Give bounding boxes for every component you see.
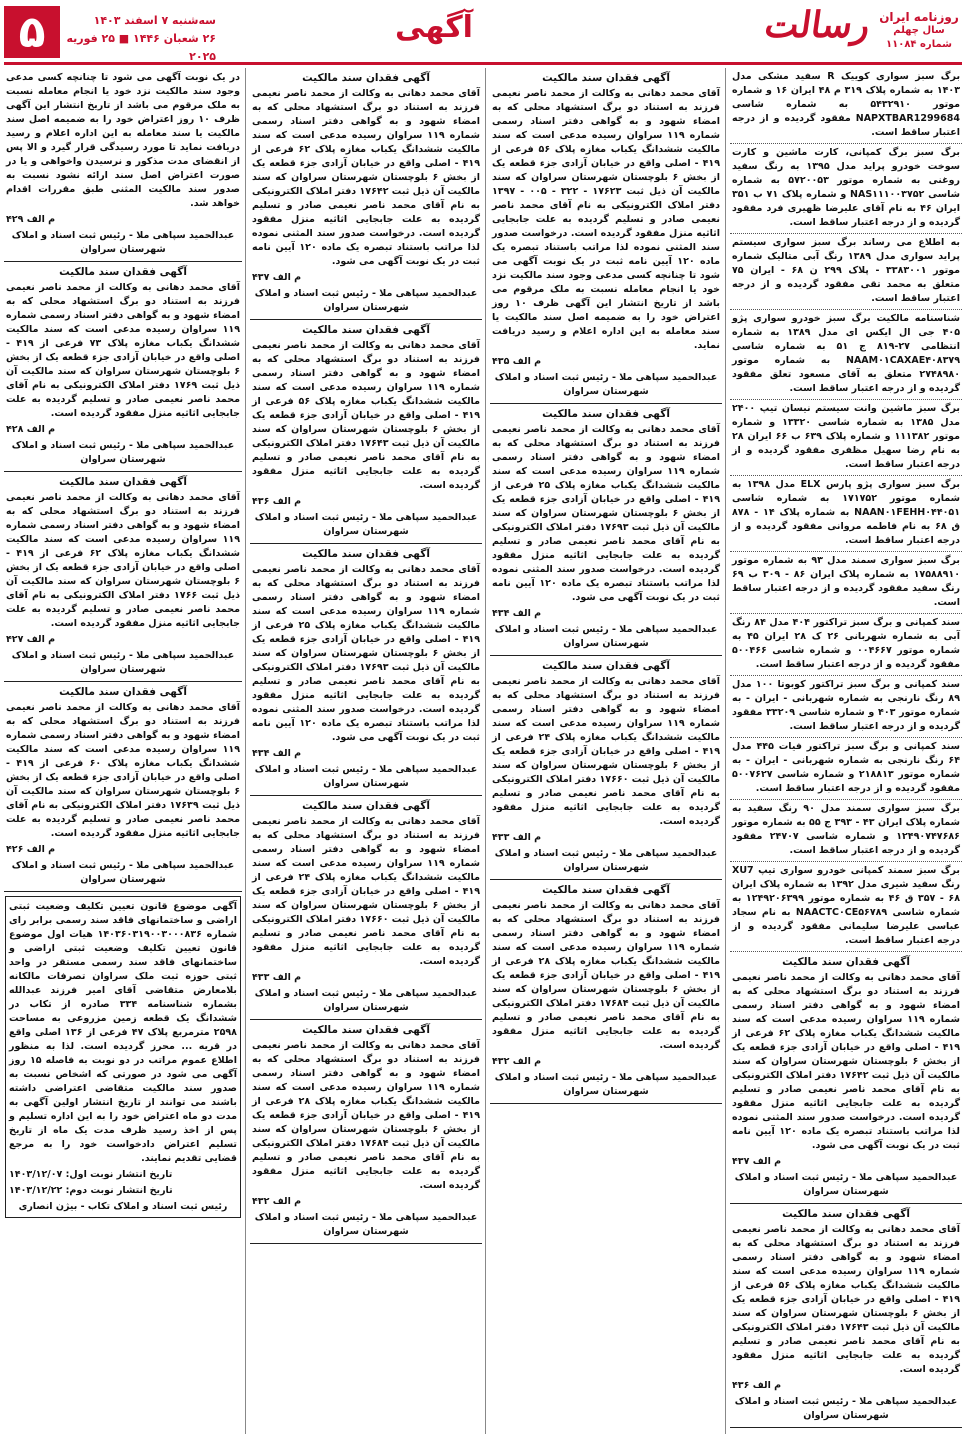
ad-number: م الف ۴۲۶ (6, 844, 56, 855)
column-divider (245, 68, 246, 1434)
vehicle-notice: برگ سبز سمند کمپانی خودرو سواری تیپ XU7 رنگ سفید شیری مدل ۱۳۹۲ به شماره پلاک ایران ۶۸ - ۳۵۷ ق ۴۶ به شماره موتور ۱۲۴۹۲۰۶۳۹۹ به شماره شاسی NAACTC۰CE۵۶۷۸۹ به نام سجاد عباسی علیرضا سلیمانی مفقود گردیده و از درجه اعتبار ساقط است. (730, 862, 962, 952)
notice-date-1: تاریخ انتشار نوبت اول: ۱۴۰۳/۱۲/۰۷ (9, 1169, 173, 1180)
legal-ad (4, 262, 242, 472)
ad-body: آقای محمد دهانی به وکالت از محمد ناصر نعیمی فرزند به استناد دو برگ استشهاد محلی که به امضاء شهود و به گواهی دفتر اسناد رسمی شماره ۱۱۹ سراوان رسیده مدعی است که سند مالکیت ششدانگ یکباب مغازه پلاک ۲۵ فرعی از ۴۱۹ - اصلی واقع در خیابان آزادی جزء قطعه یک از بخش ۶ بلوچستان شهرستان سراوان که سند مالکیت آن ذیل ثبت ۱۷۶۹۳ دفتر املاک الکترونیکی به نام آقای محمد ناصر نعیمی صادر و تسلیم گردیده به علت جابجایی اثاثیه منزل مفقود گردیده است. درخواست صدور سند المثنی نموده لذا مراتب باستناد تبصره یک ماده ۱۲۰ آیین نامه ثبت در یک نوبت آگهی می شود. (491, 424, 720, 603)
vehicle-notice: برگ سبز برگ کمپانی، کارت ماشین و کارت سوخت خودرو پراید مدل ۱۳۹۵ به رنگ سفید روغنی به شماره موتور ۵۷۲۰۰۵۳ به شماره شاسی NAS۱۱۱۰۰۳۷۵۲ و شماره پلاک ۷۱ ب ۳۵۱ ایران ۴۶ به نام آقای علیرضا ظهیری فرد مفقود گردیده و از درجه اعتبار ساقط است. (730, 144, 962, 234)
notice-body: آگهی موضوع قانون تعیین تکلیف وضعیت ثبتی اراضی و ساختمانهای فاقد سند رسمی برابر رای شماره ۱۴۰۳۶۰۳۱۹۰۰۳۰۰۰۸۳۶ هیات اول موضوع قانون تعیین تکلیف وضعیت ثبتی اراضی و ساختمانهای فاقد سند رسمی مستقر در واحد ثبتی حوزه ثبت ملک سراوان تصرفات مالکانه بلامعارض متقاضی آقای امیر فرزند عبدالله بشماره شناسنامه ۳۳۴ صادره از تکاب در ششدانگ یک قطعه زمین مزروعی به مساحت ۲۵۹۸ مترمربع پلاک ۴۷ فرعی از ۱۳۶ اصلی واقع در قریه ... محرز گردیده است. لذا به منظور اطلاع عموم مراتب در دو نوبت به فاصله ۱۵ روز آگهی می شود در صورتی که اشخاص نسبت به صدور سند مالکیت متقاضی اعتراضی داشته باشند می توانند از تاریخ انتشار اولین آگهی به مدت دو ماه اعتراض خود را به این اداره تسلیم و پس از اخذ رسید ظرف مدت یک ماه از تاریخ تسلیم اعتراض دادخواست خود را به مرجع قضایی تقدیم نمایند. (9, 901, 237, 1164)
notice-date-2: تاریخ انتشار نوبت دوم: ۱۴۰۳/۱۲/۲۲ (9, 1185, 173, 1196)
ad-number: م الف ۴۲۷ (6, 634, 56, 645)
ad-body: آقای محمد دهانی به وکالت از محمد ناصر نعیمی فرزند به استناد دو برگ استشهاد محلی که به امضاء شهود و به گواهی دفتر اسناد رسمی شماره ۱۱۹ سراوان رسیده مدعی است که سند مالکیت ششدانگ یکباب مغازه پلاک ۶۲ فرعی از ۴۱۹ - اصلی واقع در خیابان آزادی جزء قطعه یک از بخش ۶ بلوچستان شهرستان سراوان که سند مالکیت آن ذیل ثبت ۱۷۶۴۲ دفتر املاک الکترونیکی به نام آقای محمد ناصر نعیمی صادر و تسلیم گردیده به علت جابجایی اثاثیه منزل مفقود گردیده است. درخواست صدور سند المثنی نموده لذا مراتب باستناد تبصره یک ماده ۱۲۰ آیین نامه ثبت در یک نوبت آگهی می شود. (731, 972, 960, 1151)
issue-box (876, 10, 962, 52)
ad-signature: عبدالحمید سپاهی ملا - رئیس ثبت اسناد و املاک شهرستان سراوان (254, 288, 478, 313)
ad-signature: عبدالحمید سپاهی ملا - رئیس ثبت اسناد و املاک شهرستان سراوان (494, 1072, 718, 1097)
column-ads-2 (250, 68, 482, 1434)
ad-signature: عبدالحمید سپاهی ملا - رئیس ثبت اسناد و املاک شهرستان سراوان (11, 860, 235, 885)
ad-signature: عبدالحمید سپاهی ملا - رئیس ثبت اسناد و املاک شهرستان سراوان (494, 848, 718, 873)
vehicle-notice: سند کمپانی و برگ سبز تراکتور فیات ۴۴۵ مدل ۶۴ رنگ نارنجی به شماره شهربانی - ایران - به شماره موتور ۲۱۸۸۱۳ و شماره شاسی ۵۰۰۷۶۲۷ مفقود گردیده و از درجه اعتبار ساقط است. (730, 738, 962, 800)
vehicle-notice: برگ سبز ماشین وانت سیستم نیسان تیپ ۲۴۰۰ مدل ۱۳۸۵ به شماره شاسی ۱۳۳۲۰ و شماره موتور ۱۱۱۳۸۲ و شماره پلاک ۶۳۹ ب ۶۶ ایران ۲۸ به نام رضا سهیل مظفری مفقود گردیده و از درجه اعتبار ساقط است. (730, 400, 962, 476)
legal-ad (250, 796, 482, 1020)
ad-number: م الف ۴۳۵ (492, 356, 542, 367)
legal-ad (490, 880, 722, 1104)
legal-ad (4, 682, 242, 892)
section-title: آگهی (395, 10, 473, 45)
legal-ad (490, 404, 722, 656)
vehicle-notice: برگ سبز سواری سمند مدل ۹۰ رنگ سفید به شماره پلاک ایران ۴۳ - ۳۹۳ ج ۵۵ به شماره موتور ۱۲۴۹۰۷۴۷۶۸۶ و شماره شاسی ۲۴۷۰۷ مفقود گردیده و از درجه اعتبار ساقط است. (730, 800, 962, 862)
legal-ad (250, 1020, 482, 1244)
ad-signature: عبدالحمید سپاهی ملا - رئیس ثبت اسناد و املاک شهرستان سراوان (254, 988, 478, 1013)
vehicle-notice: برگ سبز سواری پژو پارس ELX مدل ۱۳۹۸ به شماره موتور ۱۷۱۷۵۲ به شماره شاسی NAAN۰۱FEHH۰۴۴۰۵۱ به شماره پلاک ۱۴ - ۸۷۸ ق ۶۸ به نام فاطمه مروانی مفقود گردیده و از درجه اعتبار ساقط است. (730, 476, 962, 552)
ad-body: آقای محمد دهانی به وکالت از محمد ناصر نعیمی فرزند به استناد دو برگ استشهاد محلی که به امضاء شهود و به گواهی دفتر اسناد رسمی شماره ۱۱۹ سراوان رسیده مدعی است که سند مالکیت ششدانگ یکباب مغازه پلاک ۶۲ فرعی از ۴۱۹ - اصلی واقع در خیابان آزادی جزء قطعه یک از بخش ۶ بلوچستان شهرستان سراوان که سند مالکیت آن ذیل ثبت ۱۷۶۶ دفتر املاک الکترونیکی به نام آقای محمد ناصر نعیمی صادر و تسلیم گردیده به علت جابجایی اثاثیه منزل مفقود گردیده است. (6, 492, 240, 629)
ad-number: م الف ۴۳۴ (492, 608, 542, 619)
vehicle-notice: به اطلاع می رساند برگ سبز سواری سیستم پراید سواری مدل ۱۳۸۹ رنگ آبی متالیک شماره موتور ۳۳۸۳۰۰۱ - پلاک ۲۹۹ ن ۶۸ - ایران ۷۵ متعلق به محمد تقی مفقود گردیده و از درجه اعتبار ساقط است. (730, 234, 962, 310)
ad-body: آقای محمد دهانی به وکالت از محمد ناصر نعیمی فرزند به استناد دو برگ استشهاد محلی که به امضاء شهود و به گواهی دفتر اسناد رسمی شماره ۱۱۹ سراوان رسیده مدعی است که سند مالکیت ششدانگ یکباب مغازه پلاک ۶۰ فرعی از ۴۱۹ - اصلی واقع در خیابان آزادی جزء قطعه یک از بخش ۶ بلوچستان شهرستان سراوان که سند مالکیت آن ذیل ثبت ۱۷۶۳۹ دفتر املاک الکترونیکی به نام آقای محمد ناصر نعیمی صادر و تسلیم گردیده به علت جابجایی اثاثیه منزل مفقود گردیده است. (6, 702, 240, 839)
column-ads-1 (490, 68, 722, 1434)
ad-signature: عبدالحمید سپاهی ملا - رئیس ثبت اسناد و املاک شهرستان سراوان (11, 650, 235, 675)
legal-ad (490, 68, 722, 404)
ad-body: آقای محمد دهانی به وکالت از محمد ناصر نعیمی فرزند به استناد دو برگ استشهاد محلی که به امضاء شهود و به گواهی دفتر اسناد رسمی شماره ۱۱۹ سراوان رسیده مدعی است که سند مالکیت ششدانگ یکباب مغازه پلاک ۲۴ فرعی از ۴۱۹ - اصلی واقع در خیابان آزادی جزء قطعه یک از بخش ۶ بلوچستان شهرستان سراوان که سند مالکیت آن ذیل ثبت ۱۷۶۶۰ دفتر املاک الکترونیکی به نام آقای محمد ناصر نعیمی صادر و تسلیم گردیده به علت جابجایی اثاثیه منزل مفقود گردیده است. (251, 816, 480, 967)
ad-title: آگهی فقدان سند مالکیت (302, 1024, 430, 1036)
ad-title: آگهی فقدان سند مالکیت (542, 884, 670, 896)
ad-title: آگهی فقدان سند مالکیت (542, 72, 670, 84)
ad-number: م الف ۴۳۳ (492, 832, 542, 843)
ad-title: آگهی فقدان سند مالکیت (302, 548, 430, 560)
ad-signature: عبدالحمید سپاهی ملا - رئیس ثبت اسناد و املاک شهرستان سراوان (254, 1212, 478, 1237)
ad-number: م الف ۴۲۹ (6, 214, 56, 225)
page-number: ۵ (4, 6, 60, 58)
column-divider (725, 68, 726, 1434)
ad-title: آگهی فقدان سند مالکیت (542, 408, 670, 420)
ad-number: م الف ۴۳۷ (732, 1156, 782, 1167)
emblem-text: روزنامه ایران (879, 10, 959, 24)
vehicle-notice: شناسنامه مالکیت برگ سبز خودرو سواری پژو ۴۰۵ جی ال ایکس ای مدل ۱۳۸۹ به شماره انتظامی ۲۷-۸۱۹ ج ۵۱ به شماره شاسی NAAM۰۱CAXAE۴۰۸۳۷۹ به شماره موتور ۲۷۴۸۹۸۰ متعلق به آقای مسعود تعلق مفقود گردیده و از درجه اعتبار ساقط است. (730, 310, 962, 400)
ad-body: آقای محمد دهانی به وکالت از محمد ناصر نعیمی فرزند به استناد دو برگ استشهاد محلی که به امضاء شهود و به گواهی دفتر اسناد رسمی شماره ۱۱۹ سراوان رسیده مدعی است که سند مالکیت ششدانگ یکباب مغازه پلاک ۵۶ فرعی از ۴۱۹ - اصلی واقع در خیابان آزادی جزء قطعه یک از بخش ۶ بلوچستان شهرستان سراوان که سند مالکیت آن ذیل ثبت ۱۷۶۴۳ دفتر املاک الکترونیکی به نام آقای محمد ناصر نعیمی صادر و تسلیم گردیده به علت جابجایی اثاثیه منزل مفقود گردیده است. (731, 1224, 960, 1375)
vehicle-notice: سند کمپانی و برگ سبز تراکتور کوبوتا ۱۰۰ مدل ۸۹ رنگ نارنجی به شماره شهربانی - ایران - به شماره موتور ۴۰۳ و شماره شاسی ۳۳۲۰۹ مفقود گردیده و از درجه اعتبار ساقط است. (730, 676, 962, 738)
date-box (66, 12, 216, 66)
ad-title: آگهی فقدان سند مالکیت (782, 1208, 910, 1220)
ad-signature: عبدالحمید سپاهی ملا - رئیس ثبت اسناد و املاک شهرستان سراوان (734, 1396, 958, 1421)
legal-ad (730, 1204, 962, 1428)
ad-body: در یک نوبت آگهی می شود تا چنانچه کسی مدعی وجود سند مالکیت نزد خود یا انجام معامله نسبت به ملک مرقوم می باشد از تاریخ انتشار این آگهی ظرف ۱۰ روز اعتراض خود را به ضمیمه اصل سند مالکیت یا سند معامله به این اداره اعلام و رسید دریافت نماید تا مورد رسیدگی قرار گیرد و الا پس از انقضای مدت مذکور و نرسیدن واخواهی و یا در صورت اعتراض اصل سند ارائه نشود نسبت به صدور سند مالکیت المثنی طبق مقررات اقدام خواهد شد. (6, 72, 240, 209)
ad-signature: عبدالحمید سپاهی ملا - رئیس ثبت اسناد و املاک شهرستان سراوان (494, 372, 718, 397)
vehicle-notice: برگ سبز سواری کوییک R سفید مشکی مدل ۱۴۰۳ به شماره پلاک ۳۱۹ م ۴۸ ایران ۱۶ و شماره موتور ۵۴۳۲۹۱۰ به شماره شاسی NAPXTBAR1299684 مفقود گردیده و از درجه اعتبار ساقط است. (730, 68, 962, 144)
date-other: ۲۶ شعبان ۱۴۴۶ ■ ۲۵ فوریه ۲۰۲۵ (66, 32, 216, 63)
ad-title: آگهی فقدان سند مالکیت (59, 476, 187, 488)
ad-signature: عبدالحمید سپاهی ملا - رئیس ثبت اسناد و املاک شهرستان سراوان (734, 1172, 958, 1197)
legal-ad (490, 656, 722, 880)
ad-signature: عبدالحمید سپاهی ملا - رئیس ثبت اسناد و املاک شهرستان سراوان (11, 230, 235, 255)
ad-number: م الف ۴۲۸ (6, 424, 56, 435)
masthead (4, 4, 962, 65)
legal-ad (250, 320, 482, 544)
vehicle-notice: برگ سبز سواری سمند مدل ۹۳ به شماره موتور ۱۷۵۸۸۹۱۰ به شماره پلاک ایران ۸۶ - ۳۰۹ ب ۶۹ رنگ سفید مفقود گردیده و از درجه اعتبار ساقط است. (730, 552, 962, 614)
ad-number: م الف ۴۳۳ (252, 972, 302, 983)
ad-number: م الف ۴۳۲ (492, 1056, 542, 1067)
ad-body: آقای محمد دهانی به وکالت از محمد ناصر نعیمی فرزند به استناد دو برگ استشهاد محلی که به امضاء شهود و به گواهی دفتر اسناد رسمی شماره ۱۱۹ سراوان رسیده مدعی است که سند مالکیت ششدانگ یکباب مغازه پلاک ۲۸ فرعی از ۴۱۹ - اصلی واقع در خیابان آزادی جزء قطعه یک از بخش ۶ بلوچستان شهرستان سراوان که سند مالکیت آن ذیل ثبت ۱۷۶۸۴ دفتر املاک الکترونیکی به نام آقای محمد ناصر نعیمی صادر و تسلیم گردیده به علت جابجایی اثاثیه منزل مفقود گردیده است. (491, 900, 720, 1051)
ad-signature: عبدالحمید سپاهی ملا - رئیس ثبت اسناد و املاک شهرستان سراوان (11, 440, 235, 465)
ad-number: م الف ۴۳۶ (252, 496, 302, 507)
ad-body: آقای محمد دهانی به وکالت از محمد ناصر نعیمی فرزند به استناد دو برگ استشهاد محلی که به امضاء شهود و به گواهی دفتر اسناد رسمی شماره ۱۱۹ سراوان رسیده مدعی است که سند مالکیت ششدانگ یکباب مغازه پلاک ۲۸ فرعی از ۴۱۹ - اصلی واقع در خیابان آزادی جزء قطعه یک از بخش ۶ بلوچستان شهرستان سراوان که سند مالکیت آن ذیل ثبت ۱۷۶۸۴ دفتر املاک الکترونیکی به نام آقای محمد ناصر نعیمی صادر و تسلیم گردیده به علت جابجایی اثاثیه منزل مفقود گردیده است. (251, 1040, 480, 1191)
ad-body: آقای محمد دهانی به وکالت از محمد ناصر نعیمی فرزند به استناد دو برگ استشهاد محلی که به امضاء شهود و به گواهی دفتر اسناد رسمی شماره ۱۱۹ سراوان رسیده مدعی است که سند مالکیت ششدانگ یکباب مغازه پلاک ۷۳ فرعی از ۴۱۹ - اصلی واقع در خیابان آزادی جزء قطعه یک از بخش ۶ بلوچستان شهرستان سراوان که سند مالکیت آن ذیل ثبت ۱۷۶۹ دفتر املاک الکترونیکی به نام آقای محمد ناصر نعیمی صادر و تسلیم گردیده به علت جابجایی اثاثیه منزل مفقود گردیده است. (6, 282, 240, 419)
ad-number: م الف ۴۳۷ (252, 272, 302, 283)
notice-signature: رئیس ثبت اسناد و املاک تکاب - بیژن انصاری (18, 1201, 228, 1212)
ad-number: م الف ۴۳۴ (252, 748, 302, 759)
ad-signature: عبدالحمید سپاهی ملا - رئیس ثبت اسناد و املاک شهرستان سراوان (254, 512, 478, 537)
ad-body: آقای محمد دهانی به وکالت از محمد ناصر نعیمی فرزند به استناد دو برگ استشهاد محلی که به امضاء شهود و به گواهی دفتر اسناد رسمی شماره ۱۱۹ سراوان رسیده مدعی است که سند مالکیت ششدانگ یکباب مغازه پلاک ۵۶ فرعی از ۴۱۹ - اصلی واقع در خیابان آزادی جزء قطعه یک از بخش ۶ بلوچستان شهرستان سراوان که سند مالکیت آن ذیل ثبت ۱۷۶۲۳ - ۳۲۲ - ۰۰۵ - ۱۳۹۷ دفتر املاک الکترونیکی به نام آقای محمد ناصر نعیمی صادر و تسلیم گردیده به علت جابجایی اثاثیه منزل مفقود گردیده است. درخواست صدور سند المثنی نموده لذا مراتب باستناد تبصره یک ماده ۱۲۰ آیین نامه ثبت در یک نوبت آگهی می شود تا چنانچه کسی مدعی وجود سند مالکیت نزد خود یا انجام معامله نسبت به ملک مرقوم می باشد از تاریخ انتشار این آگهی ظرف ۱۰ روز اعتراض خود را به ضمیمه اصل سند مالکیت یا سند معامله به این اداره اعلام و رسید دریافت نماید. (492, 88, 721, 351)
ad-title: آگهی فقدان سند مالکیت (782, 956, 910, 968)
legal-ad (4, 68, 242, 262)
ad-signature: عبدالحمید سپاهی ملا - رئیس ثبت اسناد و املاک شهرستان سراوان (494, 624, 718, 649)
date-persian: سه‌شنبه ۷ اسفند ۱۴۰۳ (93, 14, 216, 27)
column-vehicles (730, 68, 962, 1434)
ad-body: آقای محمد دهانی به وکالت از محمد ناصر نعیمی فرزند به استناد دو برگ استشهاد محلی که به امضاء شهود و به گواهی دفتر اسناد رسمی شماره ۱۱۹ سراوان رسیده مدعی است که سند مالکیت ششدانگ یکباب مغازه پلاک ۲۵ فرعی از ۴۱۹ - اصلی واقع در خیابان آزادی جزء قطعه یک از بخش ۶ بلوچستان شهرستان سراوان که سند مالکیت آن ذیل ثبت ۱۷۶۹۳ دفتر املاک الکترونیکی به نام آقای محمد ناصر نعیمی صادر و تسلیم گردیده به علت جابجایی اثاثیه منزل مفقود گردیده است. درخواست صدور سند المثنی نموده لذا مراتب باستناد تبصره یک ماده ۱۲۰ آیین نامه ثبت در یک نوبت آگهی می شود. (251, 564, 480, 743)
legal-ad (250, 544, 482, 796)
legal-ad (4, 472, 242, 682)
legal-ad (730, 952, 962, 1204)
ad-signature: عبدالحمید سپاهی ملا - رئیس ثبت اسناد و املاک شهرستان سراوان (254, 764, 478, 789)
vehicle-notice: سند کمپانی و برگ سبز تراکتور ۴۰۴ مدل ۸۴ رنگ آبی به شماره شهربانی ۲۶ ک ۲۸ ایران ۴۵ به شماره موتور ۰۰۴۶۶۷ و شماره شاسی ۵۰۰۴۶۶ مفقود گردیده و از درجه اعتبار ساقط است. (730, 614, 962, 676)
ad-body: آقای محمد دهانی به وکالت از محمد ناصر نعیمی فرزند به استناد دو برگ استشهاد محلی که به امضاء شهود و به گواهی دفتر اسناد رسمی شماره ۱۱۹ سراوان رسیده مدعی است که سند مالکیت ششدانگ یکباب مغازه پلاک ۲۴ فرعی از ۴۱۹ - اصلی واقع در خیابان آزادی جزء قطعه یک از بخش ۶ بلوچستان شهرستان سراوان که سند مالکیت آن ذیل ثبت ۱۷۶۶۰ دفتر املاک الکترونیکی به نام آقای محمد ناصر نعیمی صادر و تسلیم گردیده به علت جابجایی اثاثیه منزل مفقود گردیده است. (491, 676, 720, 827)
column-divider (485, 68, 486, 1434)
ad-title: آگهی فقدان سند مالکیت (542, 660, 670, 672)
ad-number: م الف ۴۳۲ (252, 1196, 302, 1207)
column-ads-3 (4, 68, 242, 1434)
ad-number: م الف ۴۳۶ (732, 1380, 782, 1391)
newspaper-logo: رسالت (762, 4, 873, 46)
year-label: سال چهلم (893, 25, 945, 36)
ad-body: آقای محمد دهانی به وکالت از محمد ناصر نعیمی فرزند به استناد دو برگ استشهاد محلی که به امضاء شهود و به گواهی دفتر اسناد رسمی شماره ۱۱۹ سراوان رسیده مدعی است که سند مالکیت ششدانگ یکباب مغازه پلاک ۵۶ فرعی از ۴۱۹ - اصلی واقع در خیابان آزادی جزء قطعه یک از بخش ۶ بلوچستان شهرستان سراوان که سند مالکیت آن ذیل ثبت ۱۷۶۴۳ دفتر املاک الکترونیکی به نام آقای محمد ناصر نعیمی صادر و تسلیم گردیده به علت جابجایی اثاثیه منزل مفقود گردیده است. (251, 340, 480, 491)
ad-title: آگهی فقدان سند مالکیت (59, 686, 187, 698)
legal-ad (250, 68, 482, 320)
ad-title: آگهی فقدان سند مالکیت (302, 324, 430, 336)
issue-label: شماره ۱۱۰۸۴ (886, 39, 952, 50)
land-registry-notice (5, 896, 241, 1218)
ad-title: آگهی فقدان سند مالکیت (59, 266, 187, 278)
ad-body: آقای محمد دهانی به وکالت از محمد ناصر نعیمی فرزند به استناد دو برگ استشهاد محلی که به امضاء شهود و به گواهی دفتر اسناد رسمی شماره ۱۱۹ سراوان رسیده مدعی است که سند مالکیت ششدانگ یکباب مغازه پلاک ۶۲ فرعی از ۴۱۹ - اصلی واقع در خیابان آزادی جزء قطعه یک از بخش ۶ بلوچستان شهرستان سراوان که سند مالکیت آن ذیل ثبت ۱۷۶۴۲ دفتر املاک الکترونیکی به نام آقای محمد ناصر نعیمی صادر و تسلیم گردیده به علت جابجایی اثاثیه منزل مفقود گردیده است. درخواست صدور سند المثنی نموده لذا مراتب باستناد تبصره یک ماده ۱۲۰ آیین نامه ثبت در یک نوبت آگهی می شود. (251, 88, 480, 267)
ad-title: آگهی فقدان سند مالکیت (302, 72, 430, 84)
ad-title: آگهی فقدان سند مالکیت (302, 800, 430, 812)
